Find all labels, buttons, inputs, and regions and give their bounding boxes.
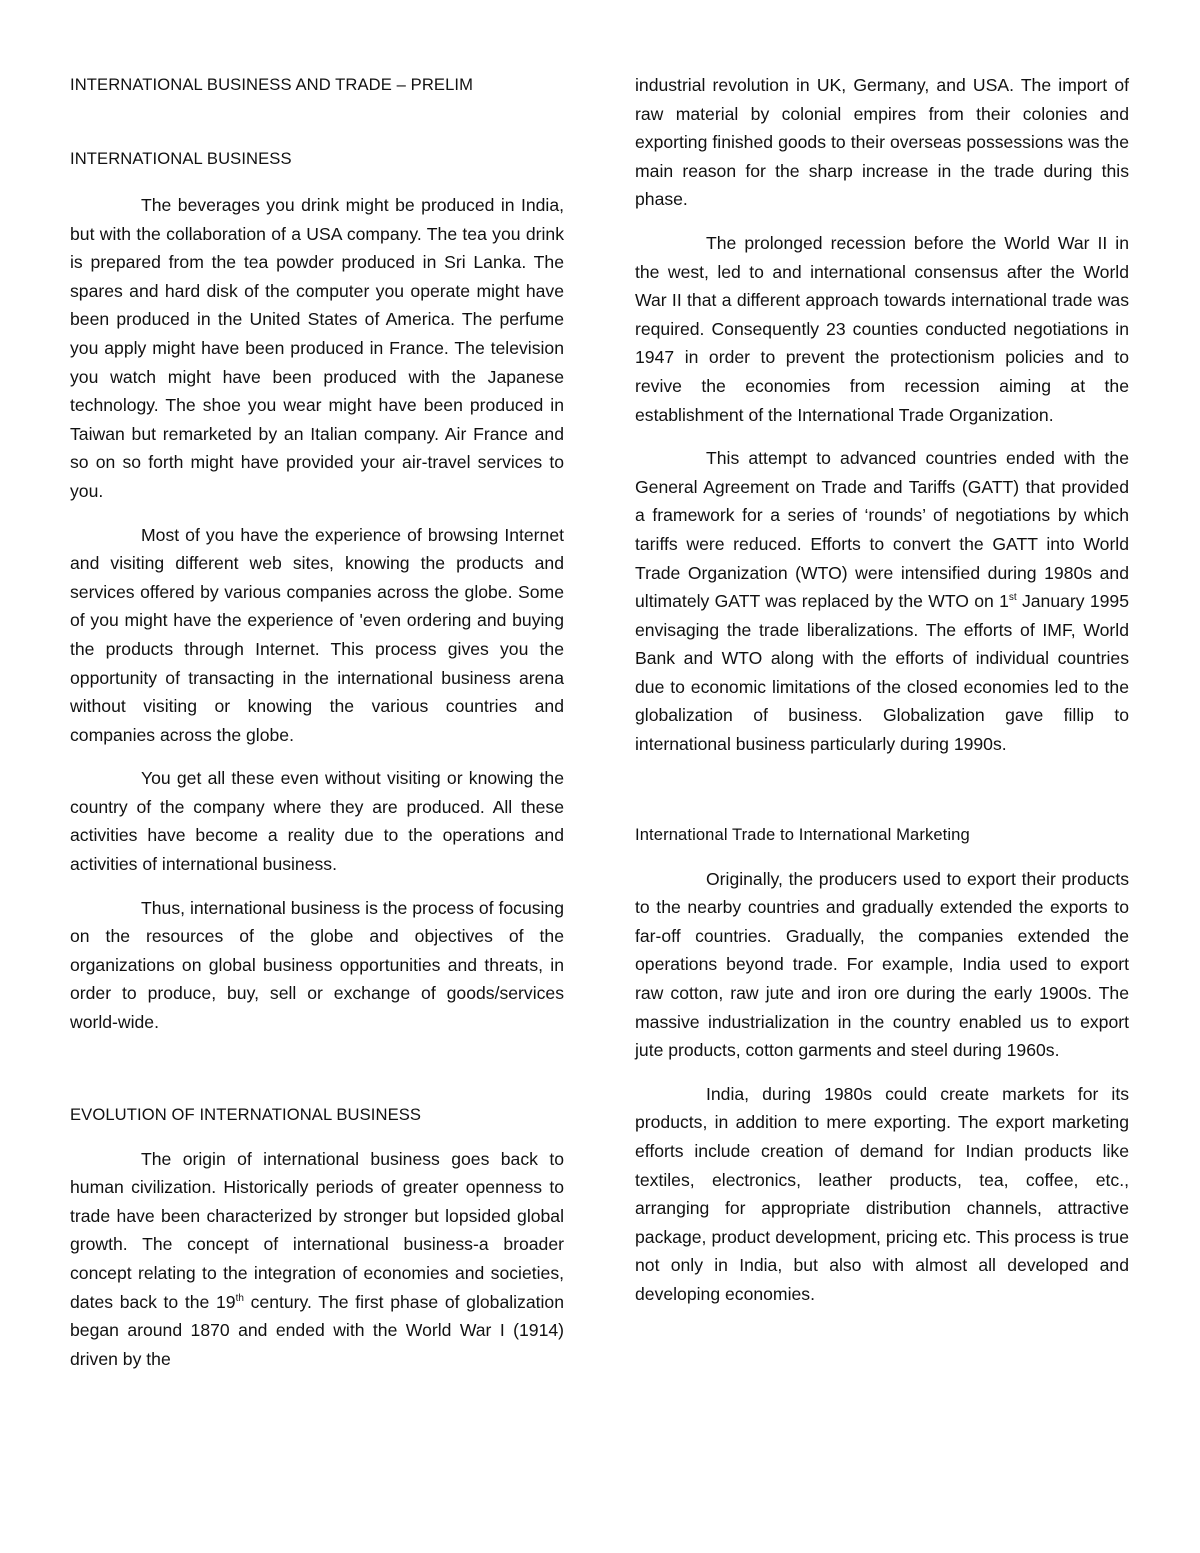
paragraph: The prolonged recession before the World War II in the west, led to and international consensus after the World War II that a different approach towards international trade was required. Consequently 23 counties conducted negotiations in 1947 in order to prevent the protectionism policies and to revive the economies from recession aiming at the establishment of the International Trade Organization. bbox=[635, 232, 1129, 425]
spacer bbox=[635, 214, 1129, 229]
paragraph bbox=[70, 1145, 564, 1374]
right-column bbox=[635, 71, 1129, 1309]
spacer bbox=[70, 99, 564, 145]
document-title: INTERNATIONAL BUSINESS AND TRADE – PRELIM bbox=[70, 75, 474, 94]
spacer bbox=[70, 749, 564, 764]
spacer bbox=[635, 1065, 1129, 1080]
section-heading-international-business: INTERNATIONAL BUSINESS bbox=[70, 149, 292, 168]
spacer bbox=[70, 173, 564, 191]
text-run: This attempt to advanced countries ended with the General Agreement on Trade and Tariffs (GATT) that provided a framework for a series of ‘rounds’ of negotiations by which tariffs were reduced. Efforts to convert the GATT into World Trade Organization (WTO) were intensified during 1980s and ultimately GATT was replaced by the WTO on 1 bbox=[635, 448, 1129, 612]
paragraph bbox=[635, 444, 1129, 759]
spacer bbox=[70, 1037, 564, 1101]
superscript: th bbox=[235, 1292, 244, 1304]
spacer bbox=[635, 759, 1129, 821]
section-heading-international-trade: International Trade to International Marketing bbox=[635, 824, 970, 844]
left-column bbox=[70, 71, 564, 1373]
spacer bbox=[70, 506, 564, 521]
superscript: st bbox=[1008, 592, 1017, 604]
paragraph-continuation: industrial revolution in UK, Germany, and USA. The import of raw material by colonial empires from their colonies and exporting finished goods to their overseas possessions was the main reason for the sharp increase in the trade during this phase. bbox=[635, 75, 1129, 210]
section-heading-evolution: EVOLUTION OF INTERNATIONAL BUSINESS bbox=[70, 1104, 422, 1124]
text-run: century. The first phase of globalization began around 1870 and ended with the World War I (1914) driven by the bbox=[70, 1291, 564, 1369]
spacer bbox=[635, 429, 1129, 444]
paragraph: Most of you have the experience of browsing Internet and visiting different web sites, knowing the products and services offered by various companies across the globe. Some of you might have the experience of 'even ordering and buying the products through Internet. This process gives you the opportunity of transacting in the international business arena without visiting or knowing the various countries and companies across the globe. bbox=[70, 524, 564, 745]
paragraph: Originally, the producers used to export their products to the nearby countries and gradually extended the exports to far-off countries. Gradually, the companies extended the operations beyond trade. For example, India used to export raw cotton, raw jute and iron ore during the early 1900s. The massive industrialization in the country enabled us to export jute products, cotton garments and steel during 1960s. bbox=[635, 868, 1129, 1061]
spacer bbox=[70, 879, 564, 894]
spacer bbox=[70, 1129, 564, 1145]
paragraph: The beverages you drink might be produced in India, but with the collaboration of a USA company. The tea you drink is prepared from the tea powder produced in Sri Lanka. The spares and hard disk of the computer you operate might have been produced in the United States of America. The perfume you apply might have been produced in France. The television you watch might have been produced with the Japanese technology. The shoe you wear might have been produced in Taiwan but remarketed by an Italian company. Air France and so on so forth might have provided your air-travel services to you. bbox=[70, 195, 564, 501]
text-run: January 1995 envisaging the trade liberalizations. The efforts of IMF, World Bank and WTO along with the efforts of individual countries due to economic limitations of the closed economies led to the globalization of business. Globalization gave fillip to international business particularly during 1990s. bbox=[635, 591, 1130, 755]
spacer bbox=[635, 849, 1129, 865]
paragraph: Thus, international business is the process of focusing on the resources of the globe and objectives of the organizations on global business opportunities and threats, in order to produce, buy, sell or exchange of goods/services world-wide. bbox=[70, 897, 564, 1033]
paragraph: India, during 1980s could create markets for its products, in addition to mere exporting. The export marketing efforts include creation of demand for Indian products like textiles, electronics, leather products, tea, coffee, etc., arranging for appropriate distribution channels, attractive package, product development, pricing etc. This process is true not only in India, but also with almost all developed and developing economies. bbox=[635, 1083, 1129, 1304]
paragraph: You get all these even without visiting or knowing the country of the company where they are produced. All these activities have become a reality due to the operations and activities of international business. bbox=[70, 768, 564, 875]
text-run: The origin of international business goes back to human civilization. Historically periods of greater openness to trade have been characterized by stronger but lopsided global growth. The concept of international business-a broader concept relating to the integration of economies and societies, dates back to the 19 bbox=[70, 1148, 564, 1312]
